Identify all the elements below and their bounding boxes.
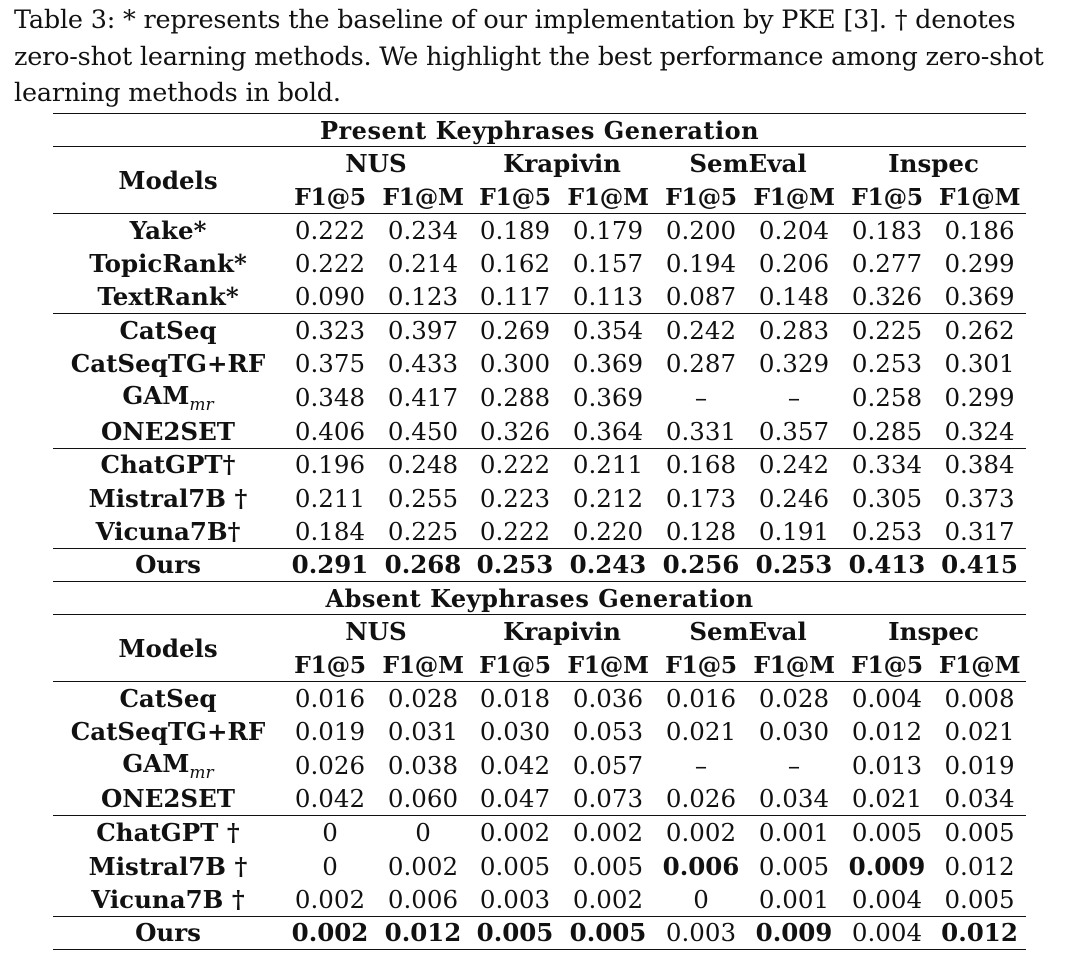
score-cell: 0.211 [294,483,366,513]
score-cell: 0.005 [479,851,551,881]
dataset-header: Krapivin [469,615,655,648]
score-cell: 0.031 [387,717,459,747]
metric-header: F1@5 [294,182,366,211]
score-cell: 0.012 [377,916,469,949]
score-cell: 0.375 [294,349,366,379]
score-cell: 0.001 [747,816,841,849]
score-cell: 0.433 [387,349,459,379]
score-cell: 0.168 [655,448,747,481]
table-row [53,247,1026,280]
score-cell: 0.179 [561,214,655,247]
metric-header: F1@M [382,182,464,211]
model-name [53,849,283,882]
score-cell: 0.016 [283,682,377,715]
score-cell: 0.186 [933,214,1026,247]
score-cell: 0 [322,851,338,881]
score-cell: 0.287 [665,349,737,379]
model-name [53,883,283,916]
model-label: GAM [122,380,190,410]
score-cell: 0.005 [469,916,561,949]
dataset-header: NUS [283,615,469,648]
table-row [53,280,1026,313]
score-cell: 0.002 [561,816,655,849]
score-cell: 0.087 [665,282,737,312]
score-cell: 0.299 [944,383,1015,413]
score-cell: 0.123 [387,282,459,312]
score-cell: 0.013 [851,751,923,781]
score-cell: 0.019 [944,751,1015,781]
metric-header: F1@5 [479,650,551,679]
score-cell: 0.001 [758,884,830,914]
score-cell: 0.357 [758,416,830,446]
score-cell: 0.246 [758,483,830,513]
score-cell: 0.189 [469,214,561,247]
score-cell: 0.005 [944,884,1015,914]
score-cell: 0.005 [933,816,1026,849]
score-cell: 0.021 [665,717,737,747]
score-cell: 0.256 [655,548,747,581]
metric-header: F1@5 [665,650,737,679]
score-cell: 0.042 [294,784,366,814]
model-name [53,381,283,415]
score-cell: 0.301 [944,349,1015,379]
metric-header: F1@M [938,182,1021,211]
score-cell: 0.384 [933,448,1026,481]
model-name [53,214,283,247]
score-cell: 0.243 [561,548,655,581]
model-name [53,749,283,783]
score-cell: 0.253 [851,516,923,546]
score-cell: 0.002 [294,884,366,914]
table-row [53,749,1026,783]
score-cell: 0.194 [665,249,737,279]
model-label: Yake* [129,216,207,246]
model-subscript: mr [189,394,214,415]
score-cell: 0.003 [655,916,747,949]
table-row [53,515,1026,548]
score-cell: 0.417 [387,383,459,413]
score-cell: 0.053 [572,717,644,747]
score-cell: 0.005 [758,851,830,881]
score-cell: 0.222 [479,516,551,546]
score-cell: 0.369 [944,282,1015,312]
score-cell: 0.012 [944,851,1015,881]
metric-header: F1@M [753,650,835,679]
score-cell: 0.002 [469,816,561,849]
score-cell: 0.157 [572,249,644,279]
model-label: GAM [122,748,190,778]
score-cell: 0.373 [944,483,1015,513]
table-caption: Table 3: * represents the baseline of our implementation by PKE [3]. † denotes zero-shot learning methods. We highlight the best performance among zero-shot learning methods in bold. [14,5,1044,108]
model-label: Mistral7B † [88,483,248,513]
model-name [53,816,283,849]
metric-header: F1@M [938,650,1021,679]
score-cell: 0 [283,816,377,849]
score-cell: 0.406 [294,416,366,446]
score-cell: 0.269 [469,314,561,347]
score-cell: 0.305 [851,483,923,513]
score-cell: 0.173 [665,483,737,513]
table-row [53,481,1026,514]
section-title-row [53,114,1026,147]
score-cell: 0.030 [479,717,551,747]
model-subscript: mr [189,762,214,783]
score-cell: 0.300 [479,349,551,379]
model-label: TopicRank* [89,249,247,279]
model-name [53,515,283,548]
score-cell: 0.117 [479,282,551,312]
model-name [53,448,283,481]
score-cell: 0.034 [758,784,830,814]
score-cell: 0.016 [655,682,747,715]
dataset-header-row [53,147,1026,180]
score-cell: – [694,383,708,413]
score-cell: 0.128 [665,516,737,546]
model-label: Vicuna7B† [95,516,241,546]
model-name [53,715,283,748]
score-cell: 0.262 [933,314,1026,347]
results-table-body [53,114,1026,950]
metric-header: F1@M [382,650,464,679]
score-cell: 0.019 [294,717,366,747]
score-cell: 0.004 [841,682,933,715]
model-name [53,247,283,280]
table-row [53,314,1026,347]
score-cell: 0.028 [747,682,841,715]
dataset-header: Inspec [841,615,1026,648]
model-label: CatSeqTG+RF [70,349,266,379]
score-cell: 0.268 [377,548,469,581]
score-cell: 0 [377,816,469,849]
score-cell: 0.364 [572,416,644,446]
score-cell: 0.006 [387,884,459,914]
metric-header: F1@M [567,650,649,679]
dataset-header-row [53,615,1026,648]
score-cell: 0.204 [747,214,841,247]
score-cell: 0 [693,884,709,914]
score-cell: 0.003 [479,884,551,914]
score-cell: 0.004 [851,884,923,914]
table-row [53,816,1026,849]
model-label: ChatGPT † [96,818,240,848]
table-row [53,448,1026,481]
section-title: Present Keyphrases Generation [53,114,1026,147]
results-table-container [53,113,1026,950]
model-name [53,415,283,448]
score-cell: 0.277 [851,249,923,279]
metric-header: F1@5 [851,650,923,679]
score-cell: 0.018 [469,682,561,715]
score-cell: 0.002 [283,916,377,949]
score-cell: 0.248 [377,448,469,481]
score-cell: 0.036 [561,682,655,715]
score-cell: 0.002 [572,884,644,914]
score-cell: 0.191 [758,516,830,546]
score-cell: 0.073 [572,784,644,814]
score-cell: 0.206 [758,249,830,279]
model-name [53,916,283,949]
model-label: Vicuna7B † [91,884,245,914]
score-cell: 0.005 [561,916,655,949]
model-label: TextRank* [97,282,239,312]
score-cell: 0.004 [841,916,933,949]
model-label: ONE2SET [100,416,236,446]
score-cell: 0.026 [665,784,737,814]
score-cell: 0.060 [387,784,459,814]
model-label: Ours [135,550,201,580]
model-label: Ours [135,918,201,948]
score-cell: 0.183 [841,214,933,247]
model-name [53,481,283,514]
score-cell: 0.242 [655,314,747,347]
score-cell: 0.148 [758,282,830,312]
score-cell: 0.057 [572,751,644,781]
score-cell: 0.012 [933,916,1026,949]
model-label: CatSeq [119,316,217,346]
score-cell: 0.005 [572,851,644,881]
score-cell: 0.413 [841,548,933,581]
score-cell: 0.009 [747,916,841,949]
section-title-row [53,582,1026,615]
model-label: CatSeq [119,684,217,714]
score-cell: 0.214 [387,249,459,279]
score-cell: 0.329 [758,349,830,379]
table-row [53,214,1026,247]
score-cell: 0.253 [747,548,841,581]
score-cell: 0.184 [294,516,366,546]
score-cell: 0.002 [387,851,459,881]
score-cell: 0.222 [469,448,561,481]
model-name [53,548,283,581]
score-cell: 0.450 [387,416,459,446]
score-cell: 0.030 [758,717,830,747]
score-cell: 0.258 [851,383,923,413]
score-cell: 0.042 [479,751,551,781]
metric-header: F1@M [567,182,649,211]
score-cell: 0.026 [294,751,366,781]
score-cell: 0.034 [944,784,1015,814]
score-cell: – [694,751,708,781]
dataset-header: SemEval [655,147,841,180]
score-cell: 0.220 [572,516,644,546]
score-cell: 0.021 [944,717,1015,747]
model-label: CatSeqTG+RF [70,717,266,747]
dataset-header: NUS [283,147,469,180]
score-cell: 0.291 [283,548,377,581]
table-row [53,548,1026,581]
dataset-header: Inspec [841,147,1026,180]
model-name [53,347,283,380]
score-cell: 0.021 [851,784,923,814]
score-cell: 0.397 [377,314,469,347]
metric-header: F1@5 [479,182,551,211]
score-cell: 0.006 [662,851,740,881]
model-label: ChatGPT† [100,450,236,480]
score-cell: 0.326 [479,416,551,446]
table-row [53,381,1026,415]
score-cell: 0.162 [479,249,551,279]
score-cell: 0.113 [572,282,644,312]
score-cell: 0.369 [572,349,644,379]
models-header: Models [53,615,283,682]
table-row [53,783,1026,816]
table-row [53,347,1026,380]
score-cell: 0.348 [294,383,366,413]
score-cell: 0.038 [387,751,459,781]
score-cell: 0.253 [851,349,923,379]
metric-header: F1@5 [665,182,737,211]
score-cell: 0.415 [933,548,1026,581]
score-cell: 0.012 [851,717,923,747]
score-cell: 0.090 [294,282,366,312]
metric-header: F1@M [753,182,835,211]
score-cell: 0.211 [561,448,655,481]
models-header: Models [53,147,283,214]
table-row [53,916,1026,949]
score-cell: 0.234 [377,214,469,247]
score-cell: 0.009 [848,851,926,881]
score-cell: 0.299 [944,249,1015,279]
score-cell: 0.334 [841,448,933,481]
score-cell: 0.196 [283,448,377,481]
metric-header: F1@5 [294,650,366,679]
score-cell: 0.222 [294,249,366,279]
score-cell: 0.369 [572,383,644,413]
model-name [53,280,283,313]
model-name [53,682,283,715]
table-row [53,849,1026,882]
table-row [53,415,1026,448]
table-row [53,682,1026,715]
model-label: ONE2SET [100,784,236,814]
table-row [53,715,1026,748]
score-cell: 0.331 [665,416,737,446]
metric-header: F1@5 [851,182,923,211]
score-cell: 0.212 [572,483,644,513]
score-cell: 0.200 [655,214,747,247]
table-row [53,883,1026,916]
score-cell: 0.008 [933,682,1026,715]
score-cell: 0.222 [283,214,377,247]
score-cell: 0.225 [841,314,933,347]
score-cell: 0.285 [851,416,923,446]
score-cell: 0.324 [944,416,1015,446]
score-cell: 0.225 [387,516,459,546]
dataset-header: SemEval [655,615,841,648]
model-name [53,783,283,816]
results-table [53,113,1026,950]
score-cell: 0.317 [944,516,1015,546]
section-title: Absent Keyphrases Generation [53,582,1026,615]
score-cell: 0.283 [747,314,841,347]
score-cell: 0.354 [561,314,655,347]
score-cell: 0.242 [747,448,841,481]
score-cell: 0.253 [469,548,561,581]
model-name [53,314,283,347]
score-cell: 0.255 [387,483,459,513]
score-cell: 0.223 [479,483,551,513]
dataset-header: Krapivin [469,147,655,180]
score-cell: 0.323 [283,314,377,347]
model-label: Mistral7B † [88,851,248,881]
score-cell: 0.288 [479,383,551,413]
score-cell: – [787,383,801,413]
score-cell: 0.047 [479,784,551,814]
score-cell: 0.028 [377,682,469,715]
score-cell: 0.005 [841,816,933,849]
score-cell: 0.326 [851,282,923,312]
score-cell: – [787,751,801,781]
score-cell: 0.002 [655,816,747,849]
